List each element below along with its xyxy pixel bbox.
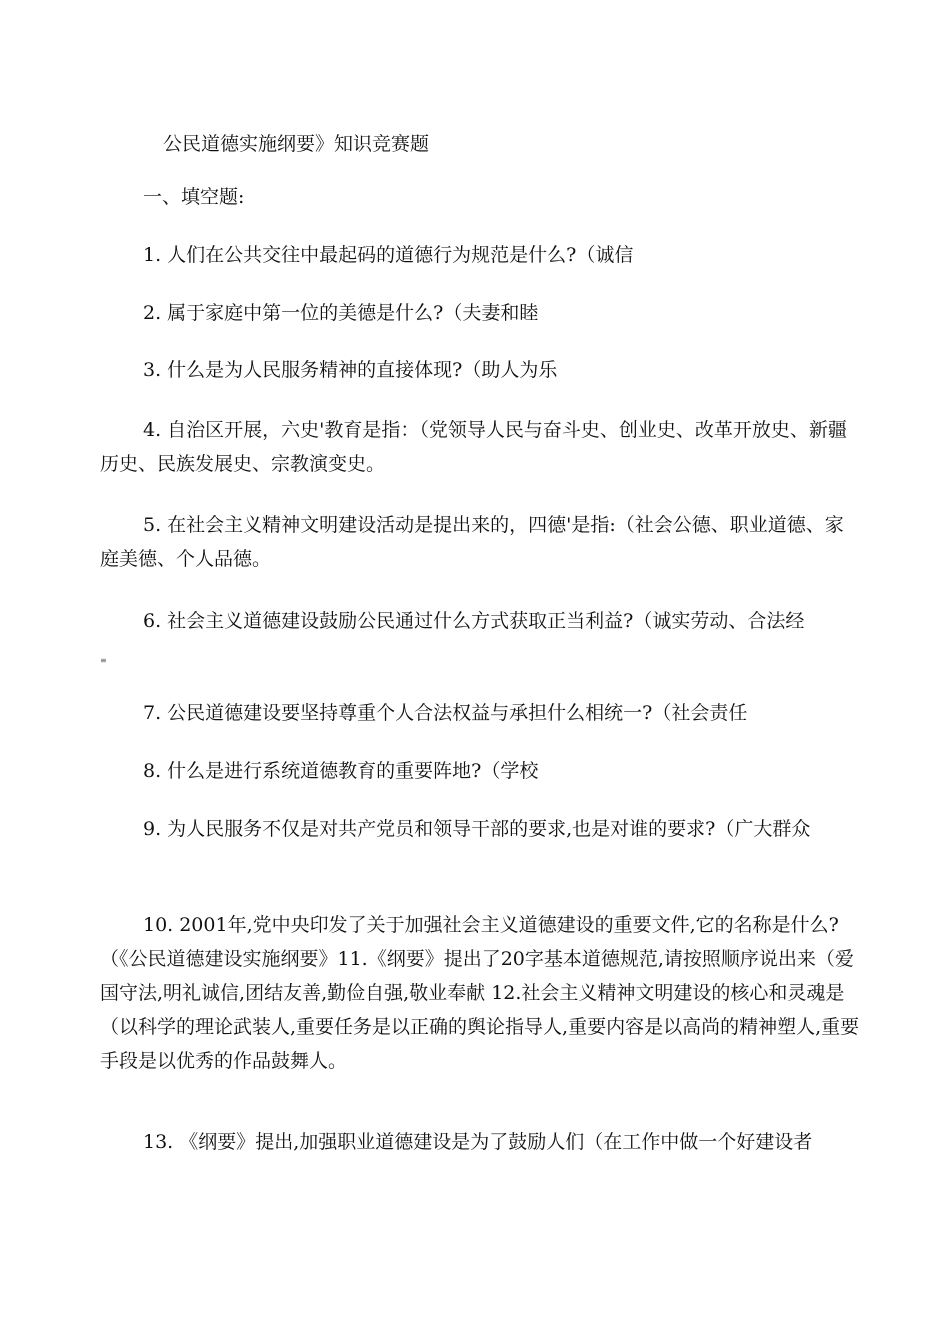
question-text: 2001年,党中央印发了关于加强社会主义道德建设的重要文件,它的名称是什么?（《公民道德建设实施纲要》11.《纲要》提出了20字基本道德规范,请按照顺序说出来（爱国守法,明礼诚信,团结友善,勤俭自强,敬业奉献 12.社会主义精神文明建设的核心和灵魂是（以科学的理论武装人,重要任务是以正确的舆论指导人,重要内容是以高尚的精神塑人,重要手段是以优秀的作品鼓舞人。 xyxy=(100,914,860,1072)
question-number: 4. xyxy=(143,419,162,441)
question-number: 10. xyxy=(143,914,174,936)
question-1 xyxy=(100,238,860,272)
stray-mark: ≡ xyxy=(100,656,107,665)
question-number: 2. xyxy=(143,302,162,324)
question-6 xyxy=(100,604,860,638)
question-3 xyxy=(100,353,860,387)
question-text: 什么是进行系统道德教育的重要阵地?（学校 xyxy=(167,760,539,782)
document-title: 公民道德实施纲要》知识竞赛题 xyxy=(163,133,430,155)
question-number: 1. xyxy=(143,244,162,266)
question-text: 在社会主义精神文明建设活动是提出来的，四德'是指:（社会公德、职业道德、家庭美德、个人品德。 xyxy=(100,514,844,570)
question-number: 7. xyxy=(143,702,162,724)
question-text: 公民道德建设要坚持尊重个人合法权益与承担什么相统一?（社会责任 xyxy=(167,702,748,724)
question-2 xyxy=(100,296,860,330)
question-7 xyxy=(100,696,860,730)
question-text: 自治区开展，六史'教育是指：（党领导人民与奋斗史、创业史、改革开放史、新疆历史、民族发展史、宗教演变史。 xyxy=(100,419,847,475)
question-number: 3. xyxy=(143,359,162,381)
question-text: 属于家庭中第一位的美德是什么?（夫妻和睦 xyxy=(167,302,539,324)
question-8 xyxy=(100,754,860,788)
question-13 xyxy=(100,1125,860,1159)
question-9 xyxy=(100,812,860,846)
section-heading: 一、填空题: xyxy=(143,186,245,208)
question-5 xyxy=(100,508,860,576)
question-number: 13. xyxy=(143,1131,174,1153)
question-number: 6. xyxy=(143,610,162,632)
question-10 xyxy=(100,908,860,1078)
question-text: 什么是为人民服务精神的直接体现?（助人为乐 xyxy=(167,359,558,381)
question-4 xyxy=(100,413,860,481)
question-number: 5. xyxy=(143,514,162,536)
question-text: 人们在公共交往中最起码的道德行为规范是什么?（诚信 xyxy=(167,244,634,266)
question-text: 为人民服务不仅是对共产党员和领导干部的要求,也是对谁的要求?（广大群众 xyxy=(167,818,811,840)
question-number: 9. xyxy=(143,818,162,840)
question-text: 社会主义道德建设鼓励公民通过什么方式获取正当利益?（诚实劳动、合法经 xyxy=(167,610,805,632)
question-text: 《纲要》提出,加强职业道德建设是为了鼓励人们（在工作中做一个好建设者 xyxy=(179,1131,813,1153)
question-number: 8. xyxy=(143,760,162,782)
